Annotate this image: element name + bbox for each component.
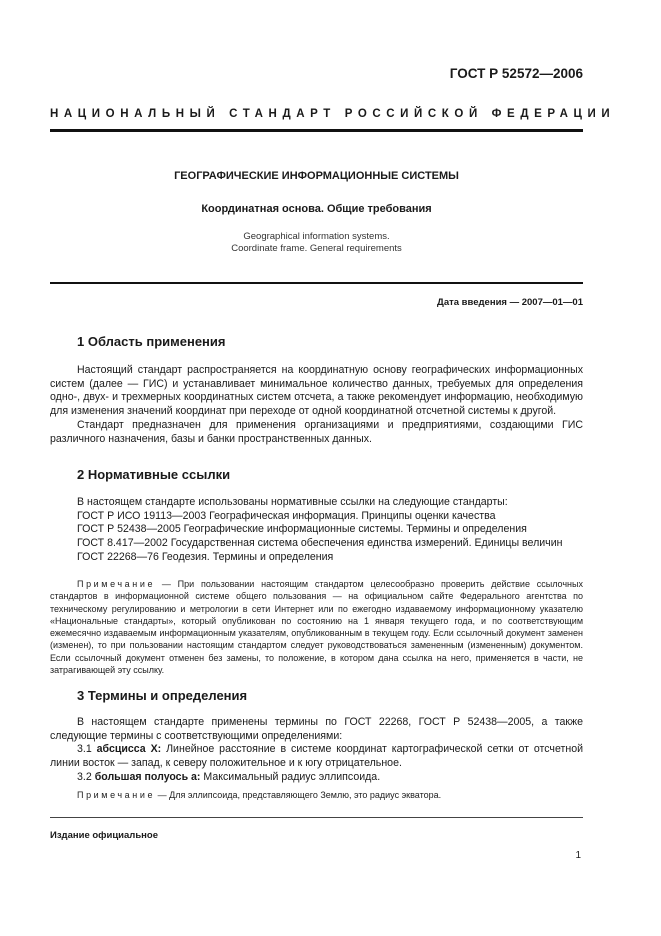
note-text: — Для эллипсоида, представляющего Землю, это радиус экватора. [157,790,442,800]
title-rule [50,282,583,284]
normative-ref: ГОСТ Р ИСО 19113—2003 Географическая информация. Принципы оценки качества [77,509,496,522]
gost-number: ГОСТ Р 52572—2006 [449,66,583,81]
note-label: Примечание [77,579,156,589]
document-title: ГЕОГРАФИЧЕСКИЕ ИНФОРМАЦИОННЫЕ СИСТЕМЫ [174,170,459,182]
document-subtitle: Координатная основа. Общие требования [201,203,432,215]
note-text: — При пользовании настоящим стандартом целесообразно проверить действие ссылочных стандартов в информационной системе общего пользования — на официальном сайте Федерального агентства по техническому регулированию и метрологии в сети Интернет или по ежегодно издаваемому информационному указателю «Национальные стандарты», который опубликован по состоянию на 1 января текущего года, и по соответствующим ежемесячно издаваемым информационным указателям, опубликованным в текущем году. Если ссылочный документ заменен (изменен), то при пользовании настоящим стандартом следует руководствоваться замененным (измененным) документом. Если ссылочный документ отменен без замены, то положение, в котором дана ссылка на него, применяется в части, не затрагивающей эту ссылку. [50,579,583,676]
section-3-heading: 3 Термины и определения [77,688,248,703]
section-1-body [50,364,583,446]
section-3-intro: В настоящем стандарте применены термины по ГОСТ 22268, ГОСТ Р 52438—2005, а также следующие термины с соответствующими определениями: [50,716,583,742]
note-label: Примечание [77,790,156,800]
term-definition: Максимальный радиус эллипсоида. [203,770,381,783]
term-name: абсцисса X: [96,743,162,756]
term-number: 3.2 [77,770,92,783]
introduction-date: Дата введения — 2007—01—01 [437,297,583,308]
section-2-body [50,496,583,565]
page-number: 1 [575,850,581,861]
footer-rule [50,817,583,818]
official-edition-label: Издание официальное [50,830,158,841]
section-1-heading: 1 Область применения [77,334,226,349]
section-2-intro: В настоящем стандарте использованы нормативные ссылки на следующие стандарты: [77,496,508,508]
term-3-1 [50,743,583,770]
header-rule [50,129,583,132]
section-3-body [50,716,583,785]
term-definition: Линейное расстояние в системе координат картографической сетки от отсчетной линии восток — запад, к северу положительное и к югу отрицательное. [50,743,584,770]
title-english-line-1: Geographical information systems. [243,231,390,242]
section-1-paragraph-2: Стандарт предназначен для применения организациями и предприятиями, создающими ГИС различного назначения, базы и банки пространственных данных. [50,418,583,445]
term-name: большая полуось a: [94,770,201,783]
national-standard-banner: НАЦИОНАЛЬНЫЙ СТАНДАРТ РОССИЙСКОЙ ФЕДЕРАЦИИ [50,108,616,120]
section-1-paragraph-1: Настоящий стандарт распространяется на координатную основу географических информационных систем (далее — ГИС) и устанавливает минимальное количество данных, требуемых для определения одно-, двух- и трехмерных координатных систем отсчета, а также рекомендует информацию, необходимую для изменения значений координат при переходе от одной координатной отсчетной системы к другой. [50,364,583,418]
title-english-line-2: Coordinate frame. General requirements [231,243,402,254]
section-2-note [50,578,583,676]
normative-ref: ГОСТ 22268—76 Геодезия. Термины и определения [77,550,334,563]
term-3-2 [50,771,583,785]
term-number: 3.1 [77,743,92,756]
normative-ref: ГОСТ Р 52438—2005 Географические информационные системы. Термины и определения [77,523,527,536]
section-2-heading: 2 Нормативные ссылки [77,467,231,482]
section-3-note [50,789,583,801]
normative-ref: ГОСТ 8.417—2002 Государственная система обеспечения единства измерений. Единицы величин [77,537,563,550]
